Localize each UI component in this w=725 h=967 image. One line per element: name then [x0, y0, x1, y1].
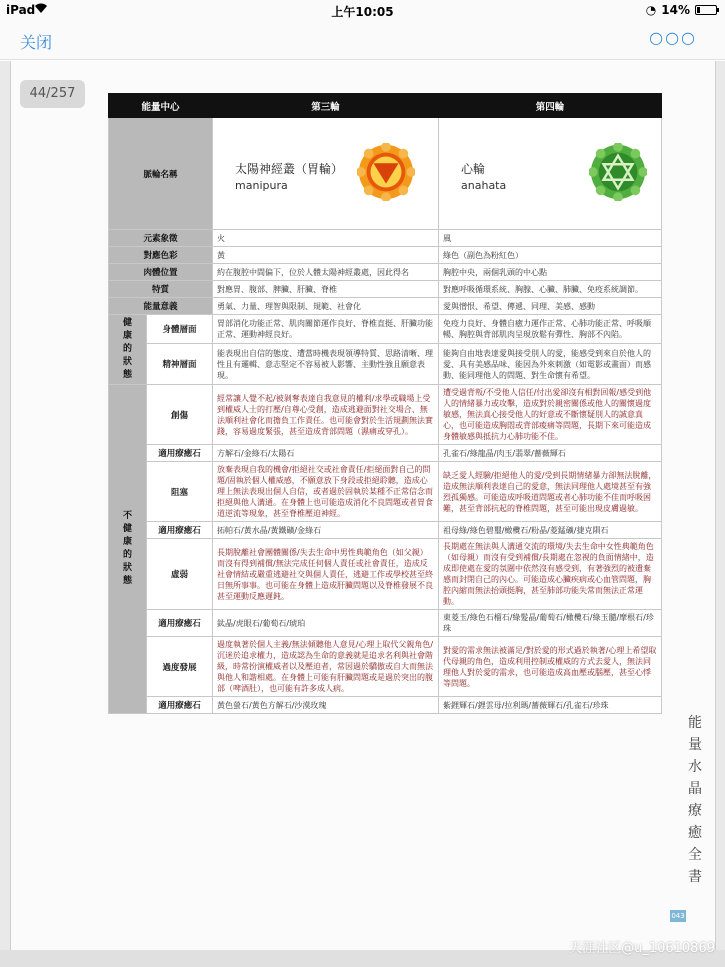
cell-fourth: 愛與憎恨、希望、傳遞、同理、美感、感動 [439, 298, 662, 315]
cell-fourth: 祖母綠/綠色碧璽/橄欖石/粉晶/菱錳礦/捷克隕石 [439, 522, 662, 539]
table-row [109, 539, 662, 610]
table-row [109, 462, 662, 522]
watermark: 天涯社区@u_10610869 [569, 941, 715, 956]
cell-third: 對應胃、腹部、脾臟、肝臟、脊椎 [213, 281, 439, 298]
nav-bar [0, 20, 725, 60]
cell-third: 拓帕石/黃水晶/黃鐵礦/金綠石 [213, 522, 439, 539]
manipura-symbol-icon [357, 143, 415, 201]
third-chakra-cell [213, 118, 439, 230]
table-row [109, 247, 662, 264]
page-indicator: 44/257 [20, 80, 85, 108]
battery-icon [695, 5, 717, 15]
row-label: 適用療癒石 [147, 522, 213, 539]
row-label: 特質 [109, 281, 213, 298]
row-label: 精神層面 [147, 344, 213, 385]
table-row [109, 315, 662, 344]
cell-fourth: 對愛的需求無法被滿足/對於愛的形式過於執著/心理上希望取代母親的角色，造成利用控制或權威的方式去愛人，無法同理他人對於愛的需求，也可能造成高血壓或腦壓，甚至心悸等問題。 [439, 637, 662, 697]
chakra-table [108, 93, 662, 714]
cell-third: 放棄表現自我的機會/拒絕社交或社會責任/拒絕面對自己的問題/固執於個人權威感，不願意放下身段或拒絕聆聽，造成心理上無法表現出個人自信，或者過於固執於某種不正常信念而拒絕與他人溝通。在身體上也可能造成消化不良問題或者胃食道逆流等現象，甚至脊椎壓迫神經。 [213, 462, 439, 522]
table-header [109, 94, 662, 118]
cell-third: 火 [213, 230, 439, 247]
third-chakra-name-zh: 太陽神經叢（胃輪） [235, 162, 344, 176]
cell-fourth: 孔雀石/綠龍晶/肉玉/翡翠/薔薇輝石 [439, 445, 662, 462]
close-button[interactable]: 关闭 [20, 33, 53, 52]
cell-third: 過度執著於個人主義/無法傾聽他人意見/心理上取代父親角色/沉迷於追求權力，造成認為生命的意義就是追求名利與社會階級，時常扮演權威者以及壓迫者，常因過於驕傲或自大而無法與他人和諧相處。在身體上可能有肝臟問題或是過於突出的腹部（啤酒肚），也可能有許多成人病。 [213, 637, 439, 697]
table-row [109, 445, 662, 462]
book-title-vertical: 能 量 水 晶 療 癒 全 書 [688, 715, 702, 885]
fourth-chakra-name-en: anahata [461, 179, 507, 192]
cell-fourth: 綠色（副色為粉紅色） [439, 247, 662, 264]
row-label: 對應色彩 [109, 247, 213, 264]
cell-fourth: 風 [439, 230, 662, 247]
fourth-chakra-cell [439, 118, 662, 230]
table-row [109, 281, 662, 298]
more-options-button[interactable]: ○○○ [649, 28, 697, 47]
row-label: 阻塞 [147, 462, 213, 522]
cell-third: 方解石/金綠石/太陽石 [213, 445, 439, 462]
row-label: 元素象徵 [109, 230, 213, 247]
cell-third: 黃 [213, 247, 439, 264]
header-third-chakra: 第三輪 [213, 94, 439, 118]
status-right [646, 3, 717, 17]
cell-fourth: 能夠自由地表達愛與接受別人的愛，能感受到來自於他人的愛、具有美感品味、能因為外來刺激（如電影或畫面）而感動、能同理他人的問題、對生命懷有希望。 [439, 344, 662, 385]
header-energy-center: 能量中心 [109, 94, 213, 118]
cell-third: 胃部消化功能正常、肌肉關節運作良好、脊椎直挺、肝臟功能正常、運動神經良好。 [213, 315, 439, 344]
table-row [109, 637, 662, 697]
cell-third: 黃色螢石/黃色方解石/沙漠玫瑰 [213, 697, 439, 714]
cell-fourth: 免疫力良好、身體自癒力運作正常、心肺功能正常、呼吸順暢、胸腔與背部肌肉呈現放鬆有彈性、胸部不內陷。 [439, 315, 662, 344]
cell-fourth: 缺乏愛人經驗/拒絕他人的愛/受到長期情緒暴力卻無法脫離，造成無法順利表達自己的愛意，無法同理他人處境甚至有強烈孤獨感。可能造成呼吸道問題或者心肺功能不佳而呼吸困難，甚至背部抗起的脊椎問題，甚至可能出現皮膚過敏。 [439, 462, 662, 522]
row-label: 過度發展 [147, 637, 213, 697]
table-row [109, 264, 662, 281]
clock: 上午10:05 [331, 5, 394, 19]
anahata-symbol-icon [589, 143, 647, 201]
row-label: 虛弱 [147, 539, 213, 610]
table-row [109, 522, 662, 539]
cell-third: 勇氣、力量、理智與限制、規範、社會化 [213, 298, 439, 315]
book-page-number: 043 [671, 912, 685, 920]
cell-fourth: 紫鋰輝石/鋰雲母/拉利瑪/薔薇輝石/孔雀石/珍珠 [439, 697, 662, 714]
chakra-name-row [109, 118, 662, 230]
fourth-chakra-name-zh: 心輪 [461, 162, 486, 176]
cell-third: 鈦晶/虎眼石/葡萄石/琥珀 [213, 610, 439, 637]
cell-fourth: 長期處在無法與人溝通交流的環境/失去生命中女性典範角色（如母親）而沒有受到補償/長期處在忽視的負面情緒中，造成即使處在愛的氛圍中依然沒有感受到，有著強烈的被遺棄感而封閉自己的內心。可能造成心臟疾病或心血管問題，胸腔內縮而無法抬頭挺胸，甚至肺部功能失常而無法正常運動。 [439, 539, 662, 610]
table-row [109, 697, 662, 714]
cell-third: 經常讓人覺不起/被剝奪表達自我意見的權利/求學或職場上受到權威人士的打壓/自尊心受創，造成逃避面對社交場合、無法順利社會化而擔負工作責任。也可能會對於生活規劃無法實踐，容易過度緊張，甚至造成背部問題（濕痛或穿孔）。 [213, 385, 439, 445]
row-label: 適用療癒石 [147, 697, 213, 714]
row-label: 肉體位置 [109, 264, 213, 281]
unhealthy-group-label: 不 健 康 的 狀 態 [109, 385, 147, 714]
battery-percent: 14% [661, 3, 690, 17]
cell-third: 能表現出自信的態度、遭當時機表現領導特質、思路清晰、理性且有邏輯、意志堅定不容易被人影響、主動性強且願意表現。 [213, 344, 439, 385]
cell-third: 長期脫離社會團體關係/失去生命中男性典範角色（如父親）而沒有得到補償/無法完成任何個人責任或社會責任，造成反社會情結或嚴重逃避社交與個人責任，逃避工作或學校甚至終日無所事事。也可能在身體上造成肝臟問題以及脊椎發展不良甚至運動反應遲鈍。 [213, 539, 439, 610]
row-label: 身體層面 [147, 315, 213, 344]
table-row [109, 298, 662, 315]
cell-fourth: 胸腔中央，兩個乳頭的中心點 [439, 264, 662, 281]
carrier-label: iPad [6, 3, 36, 17]
row-label-chakra-name: 脈輪名稱 [109, 118, 213, 230]
healthy-group-label: 健 康 的 狀 態 [109, 315, 147, 385]
row-label: 創傷 [147, 385, 213, 445]
table-row [109, 385, 662, 445]
table-row [109, 230, 662, 247]
table-row [109, 344, 662, 385]
row-label: 適用療癒石 [147, 610, 213, 637]
status-bar [0, 0, 725, 20]
row-label: 適用療癒石 [147, 445, 213, 462]
rotation-lock-icon: ◔ [645, 3, 657, 17]
cell-third: 約在腹腔中間偏下，位於人體太陽神經叢處，因此得名 [213, 264, 439, 281]
cell-fourth: 遭受過背叛/不受他人信任/付出愛卻沒有相對回報/感受到他人的情緒暴力或攻擊，造成對於親密關係或他人的關懷過度敏感，無法真心接受他人的好意或不斷懷疑別人的誠意真心，也可能造成胸悶或背部痠痛等問題，長期下來可能造成身體敏感與抵抗力心肺功能不佳。 [439, 385, 662, 445]
header-fourth-chakra: 第四輪 [439, 94, 662, 118]
cell-fourth: 東菱玉/綠色石榴石/綠髮晶/葡萄石/橄欖石/綠玉髓/摩根石/珍珠 [439, 610, 662, 637]
third-chakra-name-en: manipura [235, 179, 288, 192]
row-label: 能量意義 [109, 298, 213, 315]
table-row [109, 610, 662, 637]
cell-fourth: 對應呼吸循環系統、胸腺、心臟、肺臟、免疫系統調節。 [439, 281, 662, 298]
